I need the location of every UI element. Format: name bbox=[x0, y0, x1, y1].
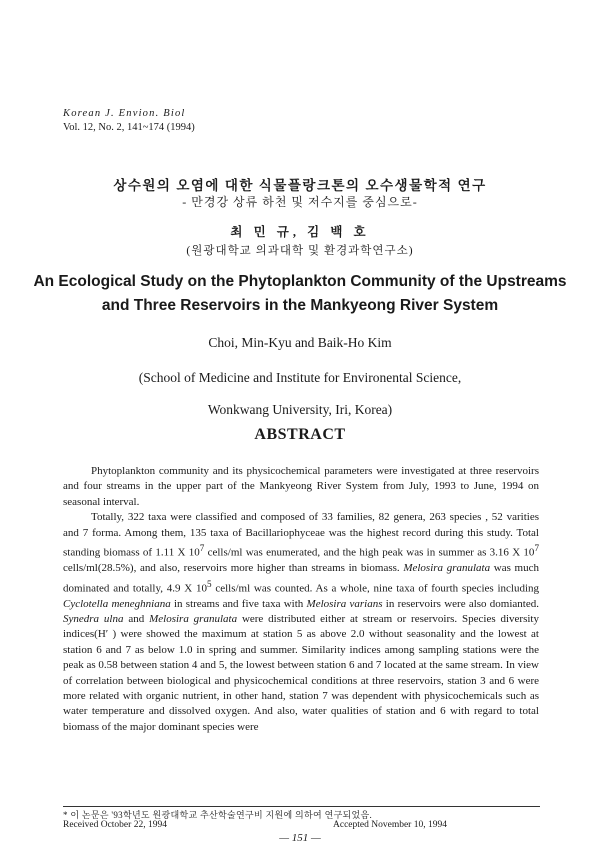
text-run: Totally, 322 taxa were classified and composed of 33 families, 82 genera, 263 species , 52 varities and 7 forma. Among them, 135 taxa of Bacillariophyceae was the highest record during this study. Total standing biomass of 1.11 X 10 bbox=[63, 511, 539, 559]
korean-title: 상수원의 오염에 대한 식물플랑크톤의 오수생물학적 연구 bbox=[113, 178, 487, 193]
footnote-rule bbox=[63, 806, 540, 807]
affiliation-line-1: (School of Medicine and Institute for Environental Science, bbox=[138, 370, 462, 385]
exponent: 7 bbox=[199, 543, 205, 554]
english-title bbox=[0, 270, 600, 318]
english-title-line-1: An Ecological Study on the Phytoplankton Community of the Upstreams bbox=[33, 273, 567, 290]
text-run: in reservoirs were also domianted. bbox=[382, 597, 539, 610]
species-name: Melosira granulata bbox=[149, 612, 238, 625]
abstract-paragraph-1: Phytoplankton community and its physicochemical parameters were investigated at three reservoirs and four streams in the upper part of the Mankyeong River System from July, 1993 to June, 1994 on seasonal interval. bbox=[63, 465, 539, 508]
english-affiliation bbox=[0, 362, 600, 426]
exponent: 7 bbox=[534, 543, 540, 554]
affiliation-line-2: Wonkwang University, Iri, Korea) bbox=[207, 402, 393, 417]
text-run: cells/ml(28.5%), and also, reservoirs more higher than streams in biomass. bbox=[63, 562, 404, 575]
exponent: 5 bbox=[206, 578, 212, 589]
abstract-heading: ABSTRACT bbox=[254, 426, 346, 443]
accepted-date: Accepted November 10, 1994 bbox=[333, 820, 447, 830]
text-run: cells/ml was counted. As a whole, nine taxa of fourth species including bbox=[211, 582, 539, 595]
korean-authors: 최 민 규, 김 백 호 bbox=[230, 225, 370, 239]
english-authors: Choi, Min-Kyu and Baik-Ho Kim bbox=[208, 335, 392, 350]
english-title-line-2: and Three Reservoirs in the Mankyeong River System bbox=[101, 297, 499, 314]
journal-name: Korean J. Envion. Biol bbox=[63, 108, 186, 119]
species-name: Melosira granulata bbox=[403, 562, 491, 575]
funding-footnote: * 이 논문은 '93학년도 원광대학교 추산학술연구비 지원에 의하여 연구되었음. bbox=[63, 810, 373, 820]
received-date: Received October 22, 1994 bbox=[63, 820, 167, 830]
text-run: was much dominated and totally, 4.9 X 10 bbox=[63, 562, 539, 595]
species-name: Synedra ulna bbox=[63, 612, 124, 625]
abstract-body bbox=[63, 464, 539, 735]
text-run: and bbox=[123, 612, 150, 625]
text-run: were distributed either at stream or reservoirs. Species diversity indices(H′ ) were showed the maximum at station 5 as above 2.0 without seasonality and the lowest at station 6 and 7 as below 1.0 in spring and summer. Similarity indices among sampling stations were the peak as 0.58 between station 4 and 5, the lowest between station 6 and 7 located at the same stream. In view of correlation between biological and physicochemical conditions at three reservoirs, station 3 and 6 were more related with organic nutrient, in other hand, station 7 was dependent with physicochemicals such as water temperature and dissolved oxygen. And also, water qualities of station and 6 with regard to total biomass of the major dominant species were bbox=[63, 612, 539, 733]
journal-citation bbox=[63, 107, 195, 135]
abstract-paragraph-2 bbox=[63, 510, 539, 735]
korean-subtitle: - 만경강 상류 하천 및 저수지를 중심으로- bbox=[182, 195, 418, 209]
korean-affiliation: (원광대학교 의과대학 및 환경과학연구소) bbox=[186, 245, 414, 257]
text-run: cells/ml was enumerated, and the high peak was in summer as 3.16 X 10 bbox=[204, 546, 535, 559]
text-run: in streams and five taxa with bbox=[170, 597, 307, 610]
species-name: Melosira varians bbox=[306, 597, 383, 610]
volume-line: Vol. 12, No. 2, 141~174 (1994) bbox=[63, 122, 195, 133]
species-name: Cyclotella meneghniana bbox=[63, 597, 171, 610]
page-number: — 151 — bbox=[279, 832, 321, 844]
